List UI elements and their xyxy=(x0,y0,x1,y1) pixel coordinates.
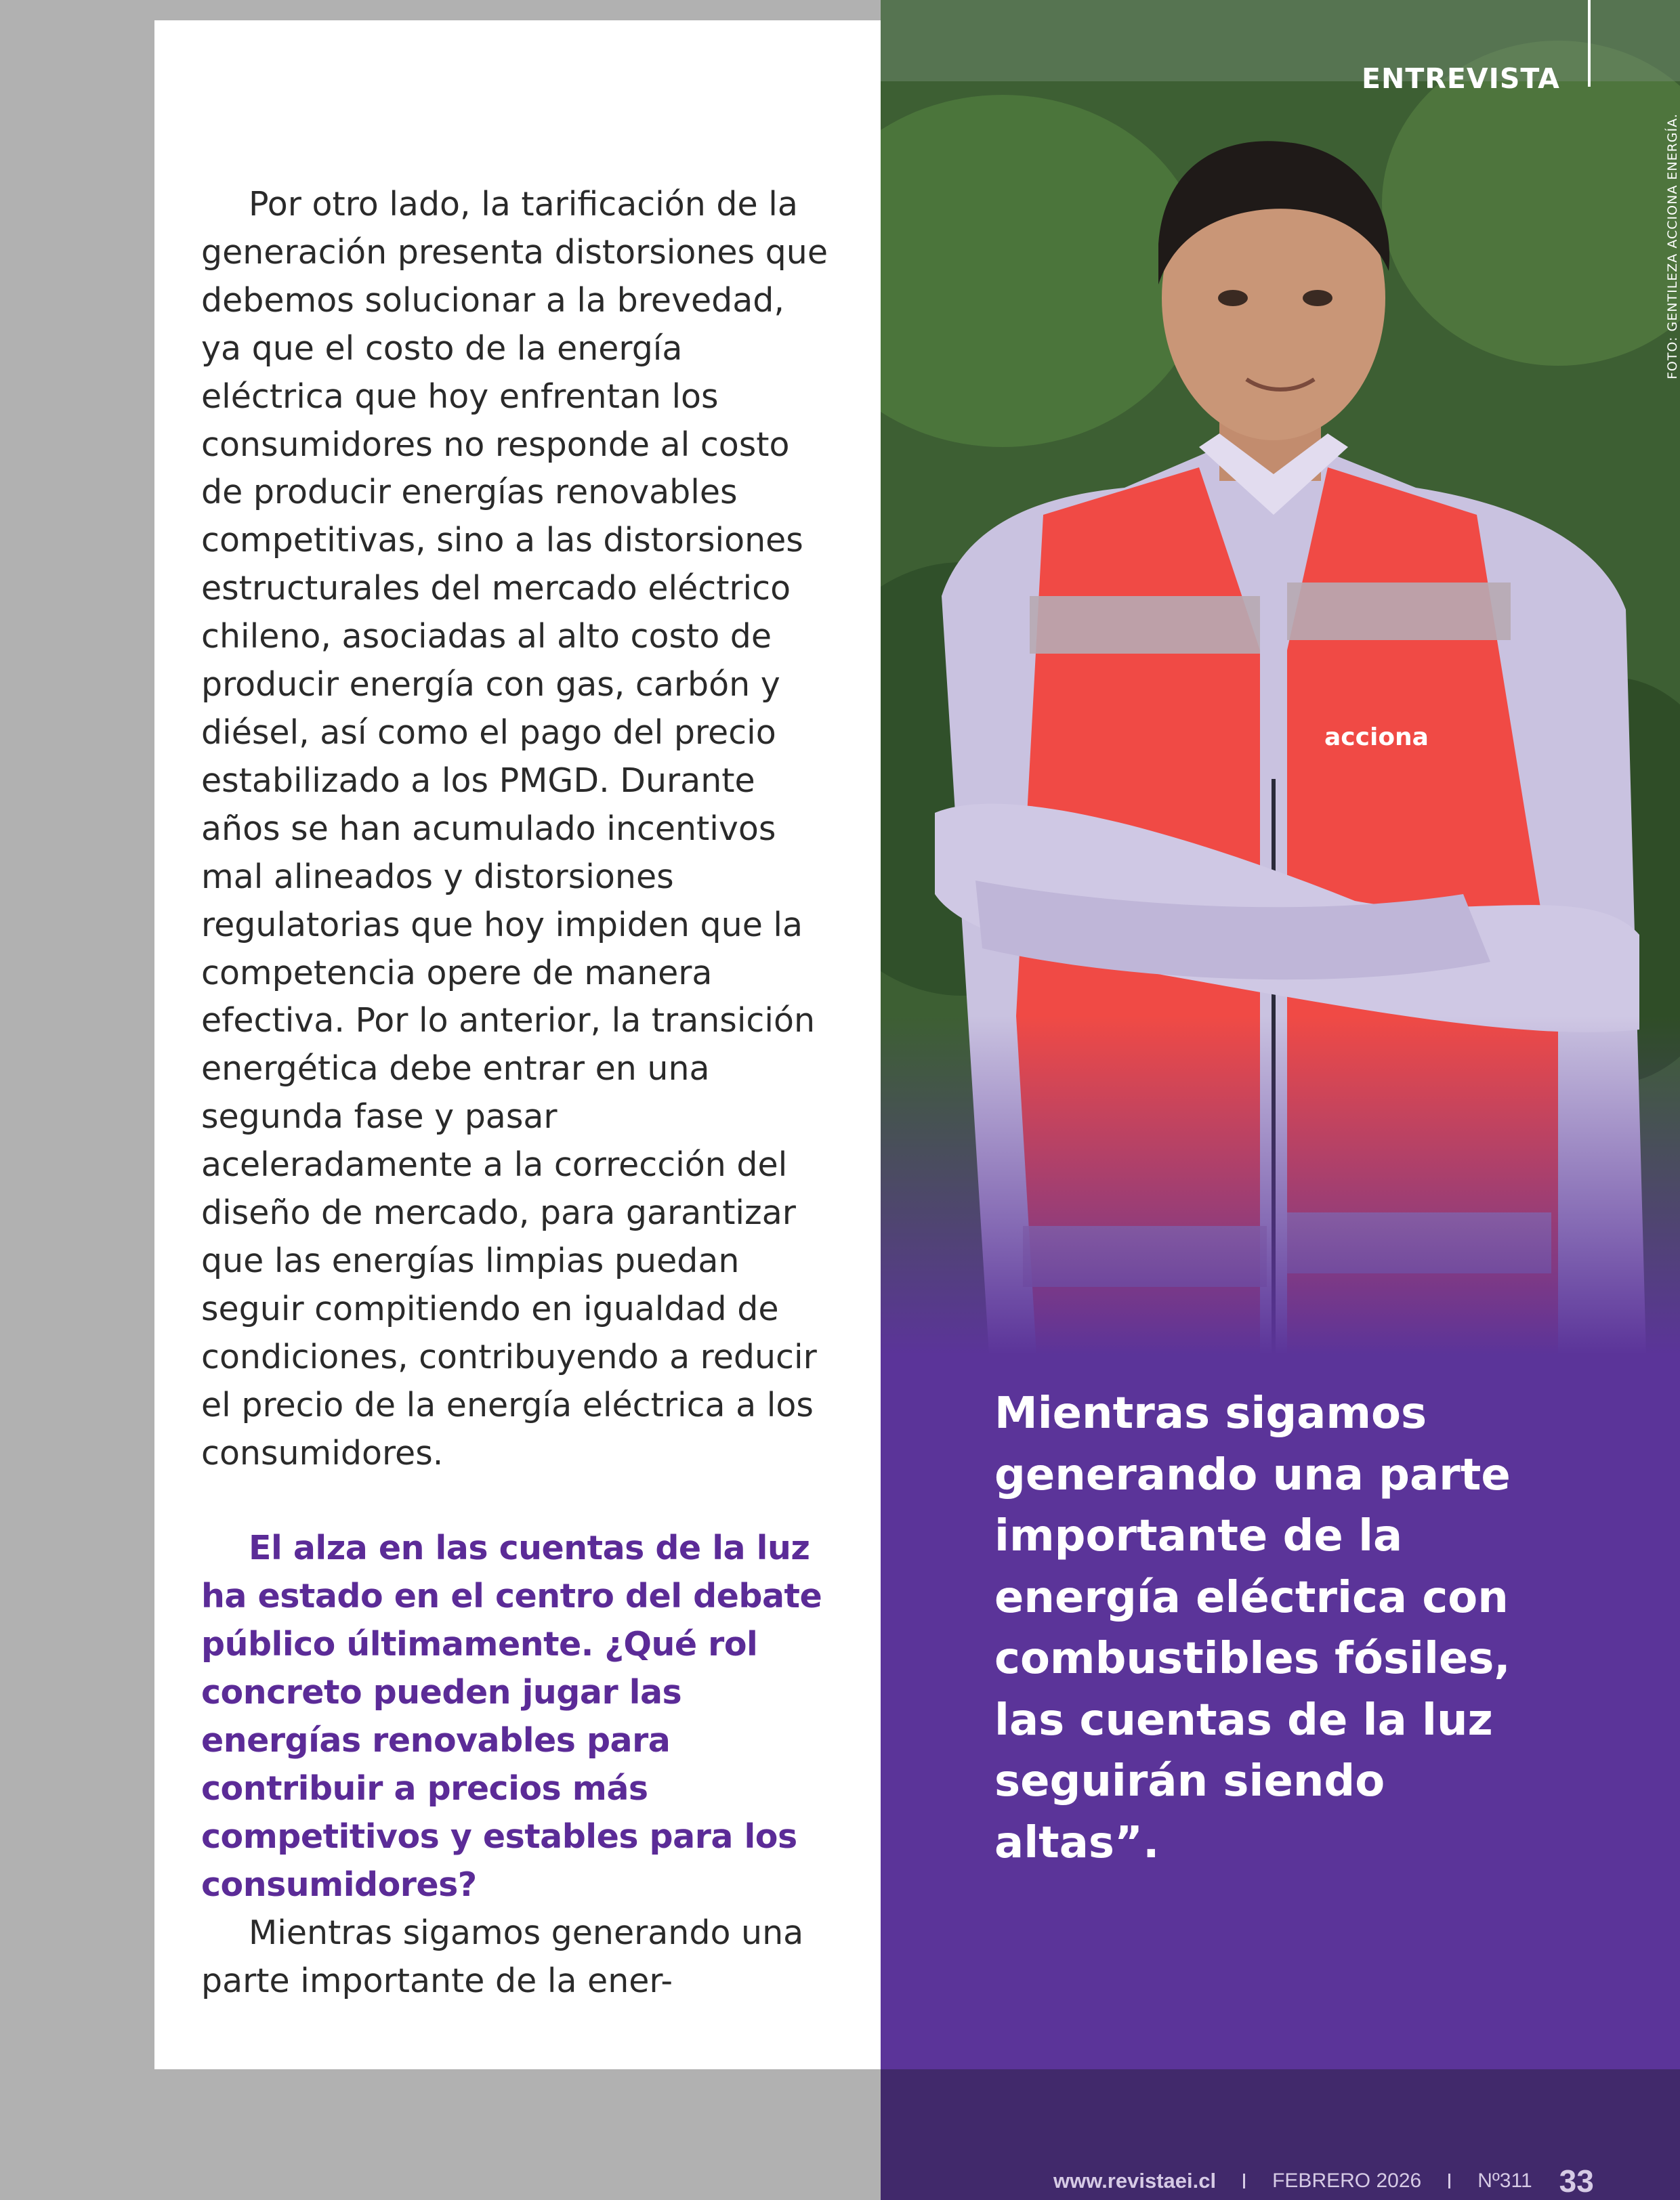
section-label: ENTREVISTA xyxy=(1362,62,1560,95)
page-number: 33 xyxy=(1559,2163,1594,2199)
footer-separator xyxy=(1243,2174,1245,2188)
article-paragraph: Por otro lado, la tarificación de la generación presenta distorsiones que debemos solucionar a la brevedad, ya que el costo de la energía eléctrica que hoy enfrentan los consumidores no responde al costo de producir energías renovables competitivas, sino a las distorsiones estructurales del mercado eléctrico chileno, asociadas al alto costo de producir energía con gas, carbón y diésel, así como el pago del precio estabilizado a los PMGD. Durante años se han acumulado incentivos mal alineados y distorsiones regulatorias que hoy impiden que la competencia opere de manera efectiva. Por lo anterior, la transición energética debe entrar en una segunda fase y pasar aceleradamente a la corrección del diseño de mercado, para garantizar que las energías limpias puedan seguir compitiendo en igualdad de condiciones, contribuyendo a reducir el precio de la energía eléctrica a los consumidores. xyxy=(201,185,828,1473)
photo-illustration xyxy=(881,0,1680,1355)
pull-quote: Mientras sigamos generando una parte importante de la energía eléctrica con combustibles fósiles, las cuentas de la luz seguirán siendo altas”. xyxy=(994,1389,1511,1868)
article-paragraph: Mientras sigamos generando una parte importante de la ener- xyxy=(201,1913,804,2000)
footer-separator xyxy=(1448,2174,1450,2188)
footer-month: FEBRERO 2026 xyxy=(1272,2170,1422,2192)
page-footer xyxy=(1053,2162,1594,2200)
interviewee-photo xyxy=(881,0,1680,1355)
interview-question: El alza en las cuentas de la luz ha estado en el centro del debate público últimamente. ¿Qué rol concreto pueden jugar las energías renovables para contribuir a precios más competitivos y estables para los consumidores? xyxy=(201,1529,822,1904)
footer-issue: Nº311 xyxy=(1477,2170,1532,2192)
section-rule xyxy=(1588,0,1591,87)
vest-logo: acciona xyxy=(1324,723,1429,751)
photo-credit: FOTO: GENTILEZA ACCIONA ENERGÍA. xyxy=(1665,113,1680,379)
article-body xyxy=(201,181,831,2006)
footer-website[interactable]: www.revistaei.cl xyxy=(1053,2169,1217,2193)
